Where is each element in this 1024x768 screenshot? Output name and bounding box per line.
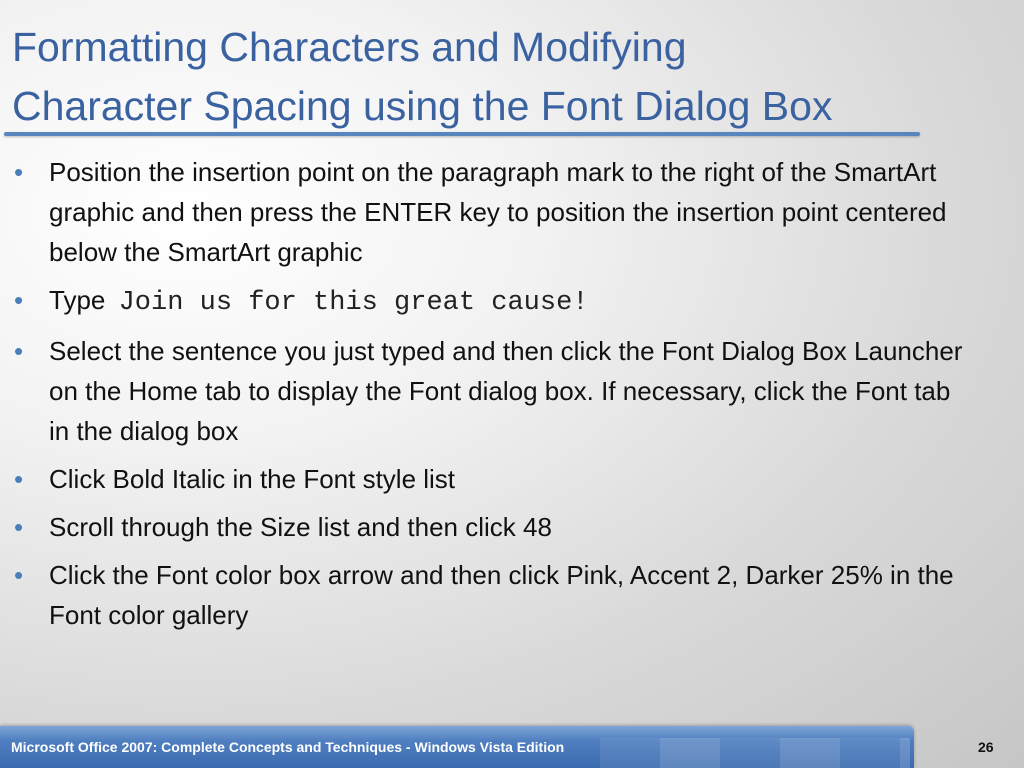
bullet-text: Scroll through the Size list and then click 48 xyxy=(49,512,552,542)
title-underline xyxy=(4,132,920,136)
bullet-text: Type xyxy=(49,285,106,315)
bullet-icon: • xyxy=(14,336,24,366)
bullet-icon: • xyxy=(14,157,24,187)
bullet-text: Select the sentence you just typed and then click the Font Dialog Box Launcher on the Home tab to display the Font dialog box. If necessary, click the Font tab in the dialog box xyxy=(49,336,963,446)
bullet-item-select-sentence xyxy=(14,331,974,451)
bullet-text: Click Bold Italic in the Font style list xyxy=(49,464,456,494)
bullet-item-font-color xyxy=(14,555,974,635)
bullet-icon: • xyxy=(14,512,24,542)
footer-text: Microsoft Office 2007: Complete Concepts and Techniques - Windows Vista Edition xyxy=(11,739,565,755)
page-number: 26 xyxy=(978,739,994,755)
bullet-text: Position the insertion point on the paragraph mark to the right of the SmartArt graphic and then press the ENTER key to position the insertion point centered below the SmartArt graphic xyxy=(49,157,947,267)
bullet-icon: • xyxy=(14,464,24,494)
bullet-list xyxy=(14,152,974,643)
title-line-1: Formatting Characters and Modifying xyxy=(12,24,687,70)
typed-text-example: Join us for this great cause! xyxy=(118,288,589,318)
bullet-item-position-insertion-point xyxy=(14,152,974,272)
bullet-item-bold-italic xyxy=(14,459,974,499)
bullet-icon: • xyxy=(14,560,24,590)
bullet-text: Click the Font color box arrow and then click Pink, Accent 2, Darker 25% in the Font color gallery xyxy=(49,560,954,630)
title-line-2: Character Spacing using the Font Dialog Box xyxy=(12,83,833,129)
bullet-item-size-48 xyxy=(14,507,974,547)
bullet-item-type-text xyxy=(14,280,974,323)
bullet-icon: • xyxy=(14,285,24,315)
slide-title xyxy=(12,18,1002,136)
